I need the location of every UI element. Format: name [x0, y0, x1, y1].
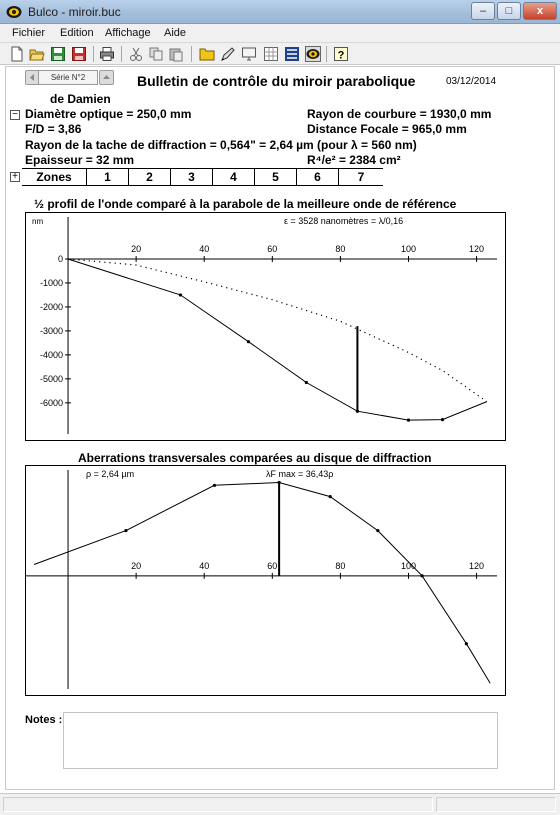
x-tick-label: 80 — [335, 560, 346, 571]
toolbar — [0, 43, 560, 65]
diffraction-radius-label: ρ = 2,64 µm — [86, 469, 135, 479]
data-point — [124, 529, 127, 532]
y-axis-label: nm — [32, 217, 44, 226]
expand-toggle[interactable]: + — [10, 172, 20, 182]
rapport-fd: F/D = 3,86 — [25, 122, 82, 136]
save-icon[interactable] — [50, 46, 66, 62]
x-tick-label: 80 — [335, 243, 346, 254]
profile-chart-title: ½ profil de l'onde comparé à la parabole de la meilleure onde de référence — [34, 197, 457, 211]
aberration-chart-svg — [26, 466, 505, 695]
maximize-button[interactable]: □ — [497, 2, 521, 20]
r4-e2: R⁴/e² = 2384 cm² — [307, 153, 401, 167]
folder-icon[interactable] — [199, 46, 215, 62]
menu-edition[interactable]: Edition — [60, 27, 94, 39]
aberration-chart — [25, 465, 506, 696]
zone-6[interactable]: 6 — [297, 169, 339, 185]
y-tick-label: -3000 — [40, 325, 64, 336]
distance-focale: Distance Focale = 965,0 mm — [307, 122, 467, 136]
y-tick-label: -6000 — [40, 397, 64, 408]
toolbar-separator — [326, 46, 327, 62]
data-point — [407, 418, 410, 421]
mirror-icon[interactable] — [305, 46, 321, 62]
zone-2[interactable]: 2 — [129, 169, 171, 185]
data-point — [441, 418, 444, 421]
y-tick-label: 0 — [58, 253, 64, 264]
y-tick-label: -4000 — [40, 349, 64, 360]
profile-chart — [25, 212, 506, 441]
profile-chart-svg — [26, 213, 505, 440]
data-point — [376, 529, 379, 532]
data-point — [179, 293, 182, 296]
data-point — [305, 381, 308, 384]
y-tick-label: -2000 — [40, 301, 64, 312]
zone-1[interactable]: 1 — [87, 169, 129, 185]
help-icon[interactable] — [333, 46, 349, 62]
aberration-chart-title: Aberrations transversales comparées au disque de diffraction — [78, 451, 432, 465]
status-segment — [3, 797, 433, 812]
chart-annotation: λF max = 36,43ρ — [266, 469, 334, 479]
notes-field[interactable] — [63, 712, 498, 769]
data-point — [421, 574, 424, 577]
zone-3[interactable]: 3 — [171, 169, 213, 185]
menu-bar — [0, 24, 560, 43]
x-tick-label: 120 — [469, 560, 485, 571]
zone-4[interactable]: 4 — [213, 169, 255, 185]
zone-5[interactable]: 5 — [255, 169, 297, 185]
bulletin-date: 03/12/2014 — [446, 76, 497, 87]
app-icon — [6, 4, 22, 20]
ruler-icon[interactable] — [284, 46, 300, 62]
arrow-up-icon — [100, 71, 113, 84]
x-tick-label: 60 — [267, 560, 278, 571]
menu-affichage[interactable]: Affichage — [105, 27, 151, 39]
status-bar — [0, 793, 560, 815]
data-point — [329, 495, 332, 498]
epaisseur: Epaisseur = 32 mm — [25, 153, 135, 167]
rayon-tache-diffraction: Rayon de la tache de diffraction = 0,564" = 2,64 µm (pour λ = 560 nm) — [25, 138, 417, 152]
zone-7[interactable]: 7 — [357, 170, 365, 184]
measured-curve-line — [68, 259, 487, 420]
open-folder-icon[interactable] — [29, 46, 45, 62]
bulletin-title: Bulletin de contrôle du miroir parabolique — [137, 73, 416, 89]
chart-annotation: ε = 3528 nanomètres = λ/0,16 — [284, 216, 404, 226]
notes-label: Notes : — [25, 714, 63, 726]
x-tick-label: 60 — [267, 243, 278, 254]
collapse-toggle[interactable]: − — [10, 110, 20, 120]
data-point — [465, 642, 468, 645]
x-tick-label: 40 — [199, 560, 210, 571]
pen-icon[interactable] — [220, 46, 236, 62]
window-title: Bulco - miroir.buc — [28, 5, 121, 19]
close-button[interactable]: x — [523, 2, 557, 20]
reference-parabola-line — [68, 259, 487, 402]
minimize-button[interactable]: – — [471, 2, 495, 20]
screen-icon[interactable] — [241, 46, 257, 62]
menu-fichier[interactable]: Fichier — [12, 27, 46, 39]
next-serie-button[interactable] — [99, 70, 114, 85]
menu-aide[interactable]: Aide — [164, 27, 187, 39]
x-tick-label: 20 — [131, 243, 142, 254]
grid-icon[interactable] — [263, 46, 279, 62]
x-tick-label: 100 — [400, 243, 417, 254]
toolbar-separator — [93, 46, 94, 62]
serie-label: Série N°2 — [38, 70, 98, 85]
diametre-optique: Diamètre optique = 250,0 mm — [25, 107, 192, 121]
toolbar-separator — [191, 46, 192, 62]
data-point — [213, 484, 216, 487]
paste-icon[interactable] — [168, 46, 184, 62]
print-icon[interactable] — [99, 46, 115, 62]
copy-icon[interactable] — [148, 46, 164, 62]
data-point — [247, 340, 250, 343]
status-segment — [436, 797, 556, 812]
y-tick-label: -1000 — [40, 277, 64, 288]
y-tick-label: -5000 — [40, 373, 64, 384]
x-tick-label: 120 — [469, 243, 485, 254]
save-as-icon[interactable] — [71, 46, 87, 62]
zones-label: Zones — [22, 169, 87, 185]
rayon-courbure: Rayon de courbure = 1930,0 mm — [307, 107, 492, 121]
x-tick-label: 100 — [400, 560, 417, 571]
new-file-icon[interactable] — [9, 46, 25, 62]
x-tick-label: 40 — [199, 243, 210, 254]
zones-row — [22, 168, 383, 186]
title-bar[interactable] — [0, 0, 560, 24]
bulletin-author: de Damien — [50, 92, 111, 106]
toolbar-separator — [121, 46, 122, 62]
x-tick-label: 20 — [131, 560, 142, 571]
svg-text:?: ? — [337, 49, 345, 62]
measured-curve-line — [34, 483, 490, 684]
cut-icon[interactable] — [128, 46, 144, 62]
